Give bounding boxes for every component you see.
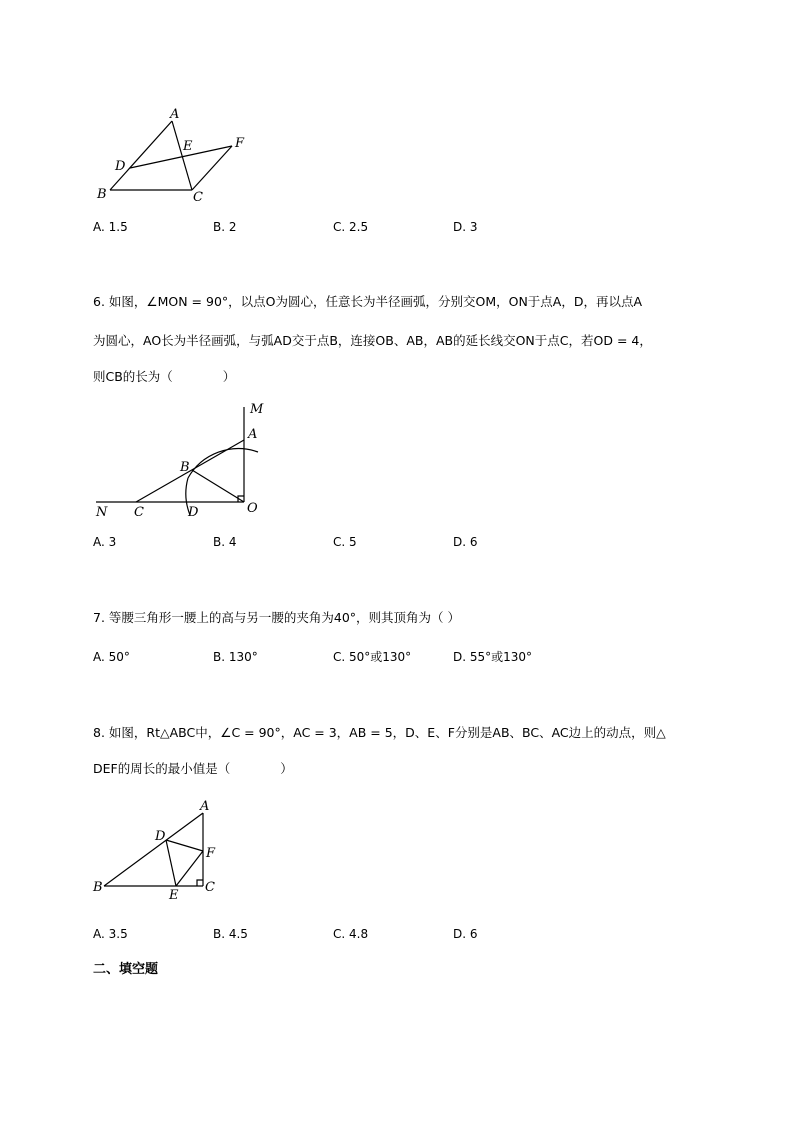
label-b: B xyxy=(180,460,190,475)
q7-option-b: B. 130° xyxy=(213,650,258,664)
segment-ab xyxy=(104,813,203,886)
label-c: C xyxy=(134,505,144,520)
q8-text-line-2: DEF的周长的最小值是（ ） xyxy=(93,761,293,776)
q8-option-a: A. 3.5 xyxy=(93,927,128,941)
q6-option-b: B. 4 xyxy=(213,535,237,549)
label-a: A xyxy=(170,107,180,122)
q8-text-line-1: 8. 如图，Rt△ABC中，∠C = 90°，AC = 3，AB = 5，D、E、F分别是AB、BC、AC边上的动点，则△ xyxy=(93,725,666,740)
segment-df xyxy=(166,840,203,851)
q8-option-b: B. 4.5 xyxy=(213,927,248,941)
q6-option-c: C. 5 xyxy=(333,535,357,549)
q6-option-a: A. 3 xyxy=(93,535,117,549)
q5-option-b: B. 2 xyxy=(213,220,237,234)
q6-text-line-3: 则CB的长为（ ） xyxy=(93,369,236,384)
label-d: D xyxy=(188,505,199,520)
q6-text-line-1: 6. 如图，∠MON = 90°，以点O为圆心，任意长为半径画弧，分别交OM，ON于点A，D，再以点A xyxy=(93,294,643,309)
label-a: A xyxy=(200,799,210,814)
q7-text-line-1: 7. 等腰三角形一腰上的高与另一腰的夹角为40°，则其顶角为（ ） xyxy=(93,610,461,625)
label-d: D xyxy=(155,829,166,844)
label-b: B xyxy=(97,187,107,202)
q7-option-a: A. 50° xyxy=(93,650,130,664)
q5-option-d: D. 3 xyxy=(453,220,478,234)
label-c: C xyxy=(205,880,215,895)
q6-text-line-2: 为圆心，AO长为半径画弧，与弧AD交于点B，连接OB、AB，AB的延长线交ON于点C，若OD = 4， xyxy=(93,333,652,348)
right-angle-mark xyxy=(197,880,203,886)
q6-option-d: D. 6 xyxy=(453,535,478,549)
q5-option-c: C. 2.5 xyxy=(333,220,369,234)
label-f: F xyxy=(206,846,216,861)
label-b: B xyxy=(93,880,103,895)
label-f: F xyxy=(235,136,245,151)
segment-de xyxy=(166,840,176,886)
q8-option-d: D. 6 xyxy=(453,927,478,941)
section-heading-fill-in-blank: 二、填空题 xyxy=(93,962,159,977)
label-m: M xyxy=(250,402,264,417)
label-o: O xyxy=(247,501,258,516)
segment-ef xyxy=(176,851,203,886)
q8-option-c: C. 4.8 xyxy=(333,927,369,941)
label-c: C xyxy=(193,190,203,205)
label-d: D xyxy=(115,159,126,174)
label-e: E xyxy=(183,139,193,154)
q5-option-a: A. 1.5 xyxy=(93,220,128,234)
q7-option-c: C. 50°或130° xyxy=(333,650,412,664)
label-a: A xyxy=(248,427,258,442)
label-e: E xyxy=(169,888,179,903)
label-n: N xyxy=(96,505,108,520)
q7-option-d: D. 55°或130° xyxy=(453,650,533,664)
